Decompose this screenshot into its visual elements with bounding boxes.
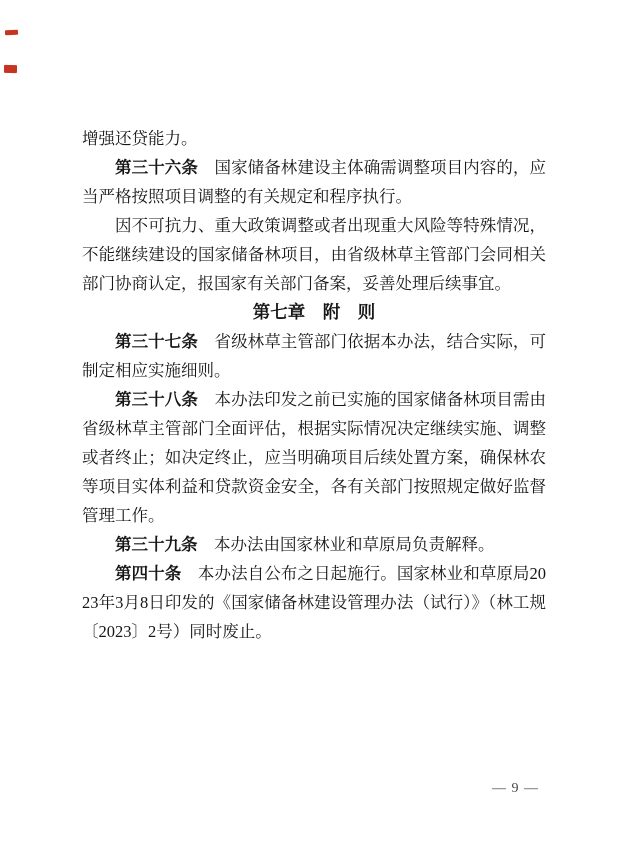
paragraph-text: 省级林草主管部门依据本办法，结合实际，可制定相应实施细则。 bbox=[82, 332, 547, 380]
paragraph-text: 增强还贷能力。 bbox=[82, 129, 198, 148]
paragraph-text: 国家储备林建设主体确需调整项目内容的，应当严格按照项目调整的有关规定和程序执行。 bbox=[82, 158, 547, 206]
paragraph-text: 本办法自公布之日起施行。国家林业和草原局2023年3月8日印发的《国家储备林建设管理办法（试行）》（林工规〔2023〕2号）同时废止。 bbox=[82, 564, 547, 641]
paragraph-text: 本办法由国家林业和草原局负责解释。 bbox=[197, 535, 495, 554]
paragraph-text: 因不可抗力、重大政策调整或者出现重大风险等特殊情况，不能继续建设的国家储备林项目，由省级林草主管部门会同相关部门协商认定，报国家有关部门备案，妥善处理后续事宜。 bbox=[82, 216, 546, 293]
article-number-label: 第三十九条 bbox=[115, 535, 198, 554]
article-number-label: 第三十六条 bbox=[115, 158, 198, 177]
document-paragraph bbox=[82, 385, 546, 530]
document-paragraph bbox=[82, 327, 546, 385]
document-paragraph bbox=[82, 530, 546, 559]
article-number-label: 第四十条 bbox=[115, 564, 182, 583]
document-paragraph bbox=[82, 153, 546, 211]
red-annotation-mark bbox=[4, 65, 17, 73]
article-number-label: 第三十七条 bbox=[115, 332, 198, 351]
article-number-label: 第三十八条 bbox=[115, 390, 198, 409]
chapter-heading: 第七章 附 则 bbox=[252, 302, 376, 322]
document-paragraph bbox=[82, 559, 546, 646]
red-annotation-mark bbox=[5, 30, 18, 35]
paragraph-text: 本办法印发之前已实施的国家储备林项目需由省级林草主管部门全面评估，根据实际情况决定继续实施、调整或者终止；如决定终止，应当明确项目后续处置方案，确保林农等项目实体利益和贷款资金安全，各有关部门按照规定做好监督管理工作。 bbox=[82, 390, 547, 525]
document-paragraph bbox=[82, 124, 546, 153]
page-number: — 9 — bbox=[492, 781, 539, 796]
document-body bbox=[82, 124, 546, 646]
document-paragraph bbox=[82, 211, 546, 298]
